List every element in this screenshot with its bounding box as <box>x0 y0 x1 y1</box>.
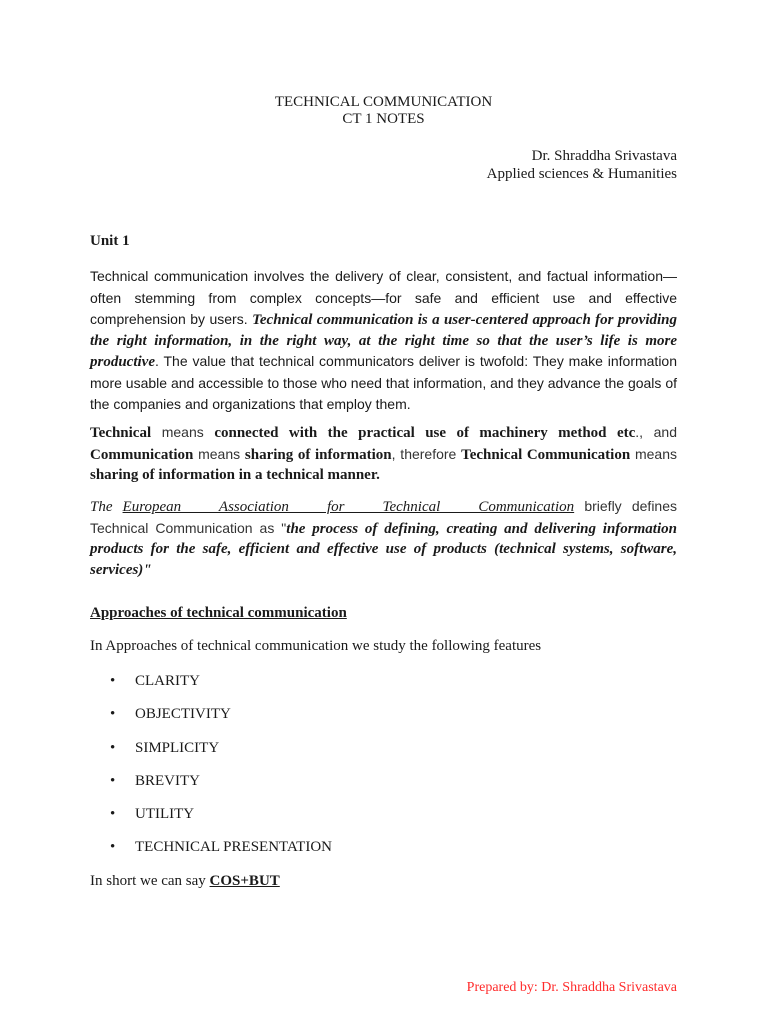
document-page <box>90 0 677 1024</box>
term-technical: Technical <box>90 425 152 441</box>
means-text: means <box>151 424 215 440</box>
intro-text-continued: . The value that technical communicators deliver is twofold: They make information more usable and accessible to those who need that information, and they advance the goals of the companies and organizations that employ them. <box>90 353 677 412</box>
approaches-heading: Approaches of technical communication <box>90 605 347 621</box>
bullet-icon: • <box>110 706 116 723</box>
features-list <box>90 671 332 871</box>
feature-label: OBJECTIVITY <box>135 706 231 723</box>
summary-prefix: In short we can say <box>90 873 210 889</box>
summary-line <box>90 873 280 890</box>
bullet-icon: • <box>110 772 116 789</box>
means-text: means <box>193 445 245 462</box>
unit-heading: Unit 1 <box>90 233 130 249</box>
eatc-link[interactable]: European Association for Technical Communication <box>122 499 575 515</box>
paragraph-definition <box>90 422 677 486</box>
list-item <box>90 738 332 771</box>
bullet-icon: • <box>110 806 116 823</box>
term-technical-communication: Technical Communication <box>461 446 631 463</box>
bullet-icon: • <box>110 673 116 689</box>
approaches-intro: In Approaches of technical communication we study the following features <box>90 638 542 654</box>
prepared-by-footer: Prepared by: Dr. Shraddha Srivastava <box>466 980 677 995</box>
separator-text: , therefore <box>391 445 462 462</box>
feature-label: BREVITY <box>135 772 200 789</box>
paragraph-introduction <box>90 266 677 416</box>
list-item <box>90 671 332 704</box>
definition-technical: connected with the practical use of machinery method etc <box>214 425 636 441</box>
list-item <box>90 771 332 804</box>
eatc-definition-quote: the process of defining, creating and delivering information products for the safe, efficient and effective use of products (technical systems, software, services)" <box>90 520 677 578</box>
feature-label: TECHNICAL PRESENTATION <box>135 839 332 856</box>
term-communication: Communication <box>90 446 194 463</box>
paragraph-eatc-definition <box>90 496 677 580</box>
bullet-icon: • <box>110 739 116 756</box>
intro-emphasis: Technical communication is a user-centered approach for providing the right information, in the right way, at the right time so that the user’s life is more productive <box>90 312 678 370</box>
defines-text: briefly defines Technical Communication as " <box>90 498 678 536</box>
feature-label: UTILITY <box>135 806 195 823</box>
document-subtitle: CT 1 NOTES <box>342 111 425 127</box>
definition-communication: sharing of information <box>244 446 392 463</box>
intro-text: Technical communication involves the delivery of clear, consistent, and factual information—often stemming from complex concepts—for safe and efficient use and effective comprehension by users. <box>90 268 677 327</box>
feature-label: CLARITY <box>135 673 200 689</box>
means-text: means <box>630 445 677 462</box>
list-item <box>90 837 332 870</box>
document-title: TECHNICAL COMMUNICATION <box>274 94 493 110</box>
author-block <box>487 147 677 183</box>
title-block <box>90 94 677 128</box>
lead-text: The <box>90 499 123 515</box>
separator-text: ., and <box>635 424 677 440</box>
bullet-icon: • <box>110 839 116 856</box>
feature-label: SIMPLICITY <box>135 739 220 756</box>
list-item <box>90 804 332 837</box>
list-item <box>90 704 332 737</box>
summary-acronym: COS+BUT <box>209 873 280 889</box>
author-name: Dr. Shraddha Srivastava <box>531 148 677 164</box>
author-department: Applied sciences & Humanities <box>486 166 677 182</box>
definition-technical-communication: sharing of information in a technical manner. <box>90 467 380 483</box>
